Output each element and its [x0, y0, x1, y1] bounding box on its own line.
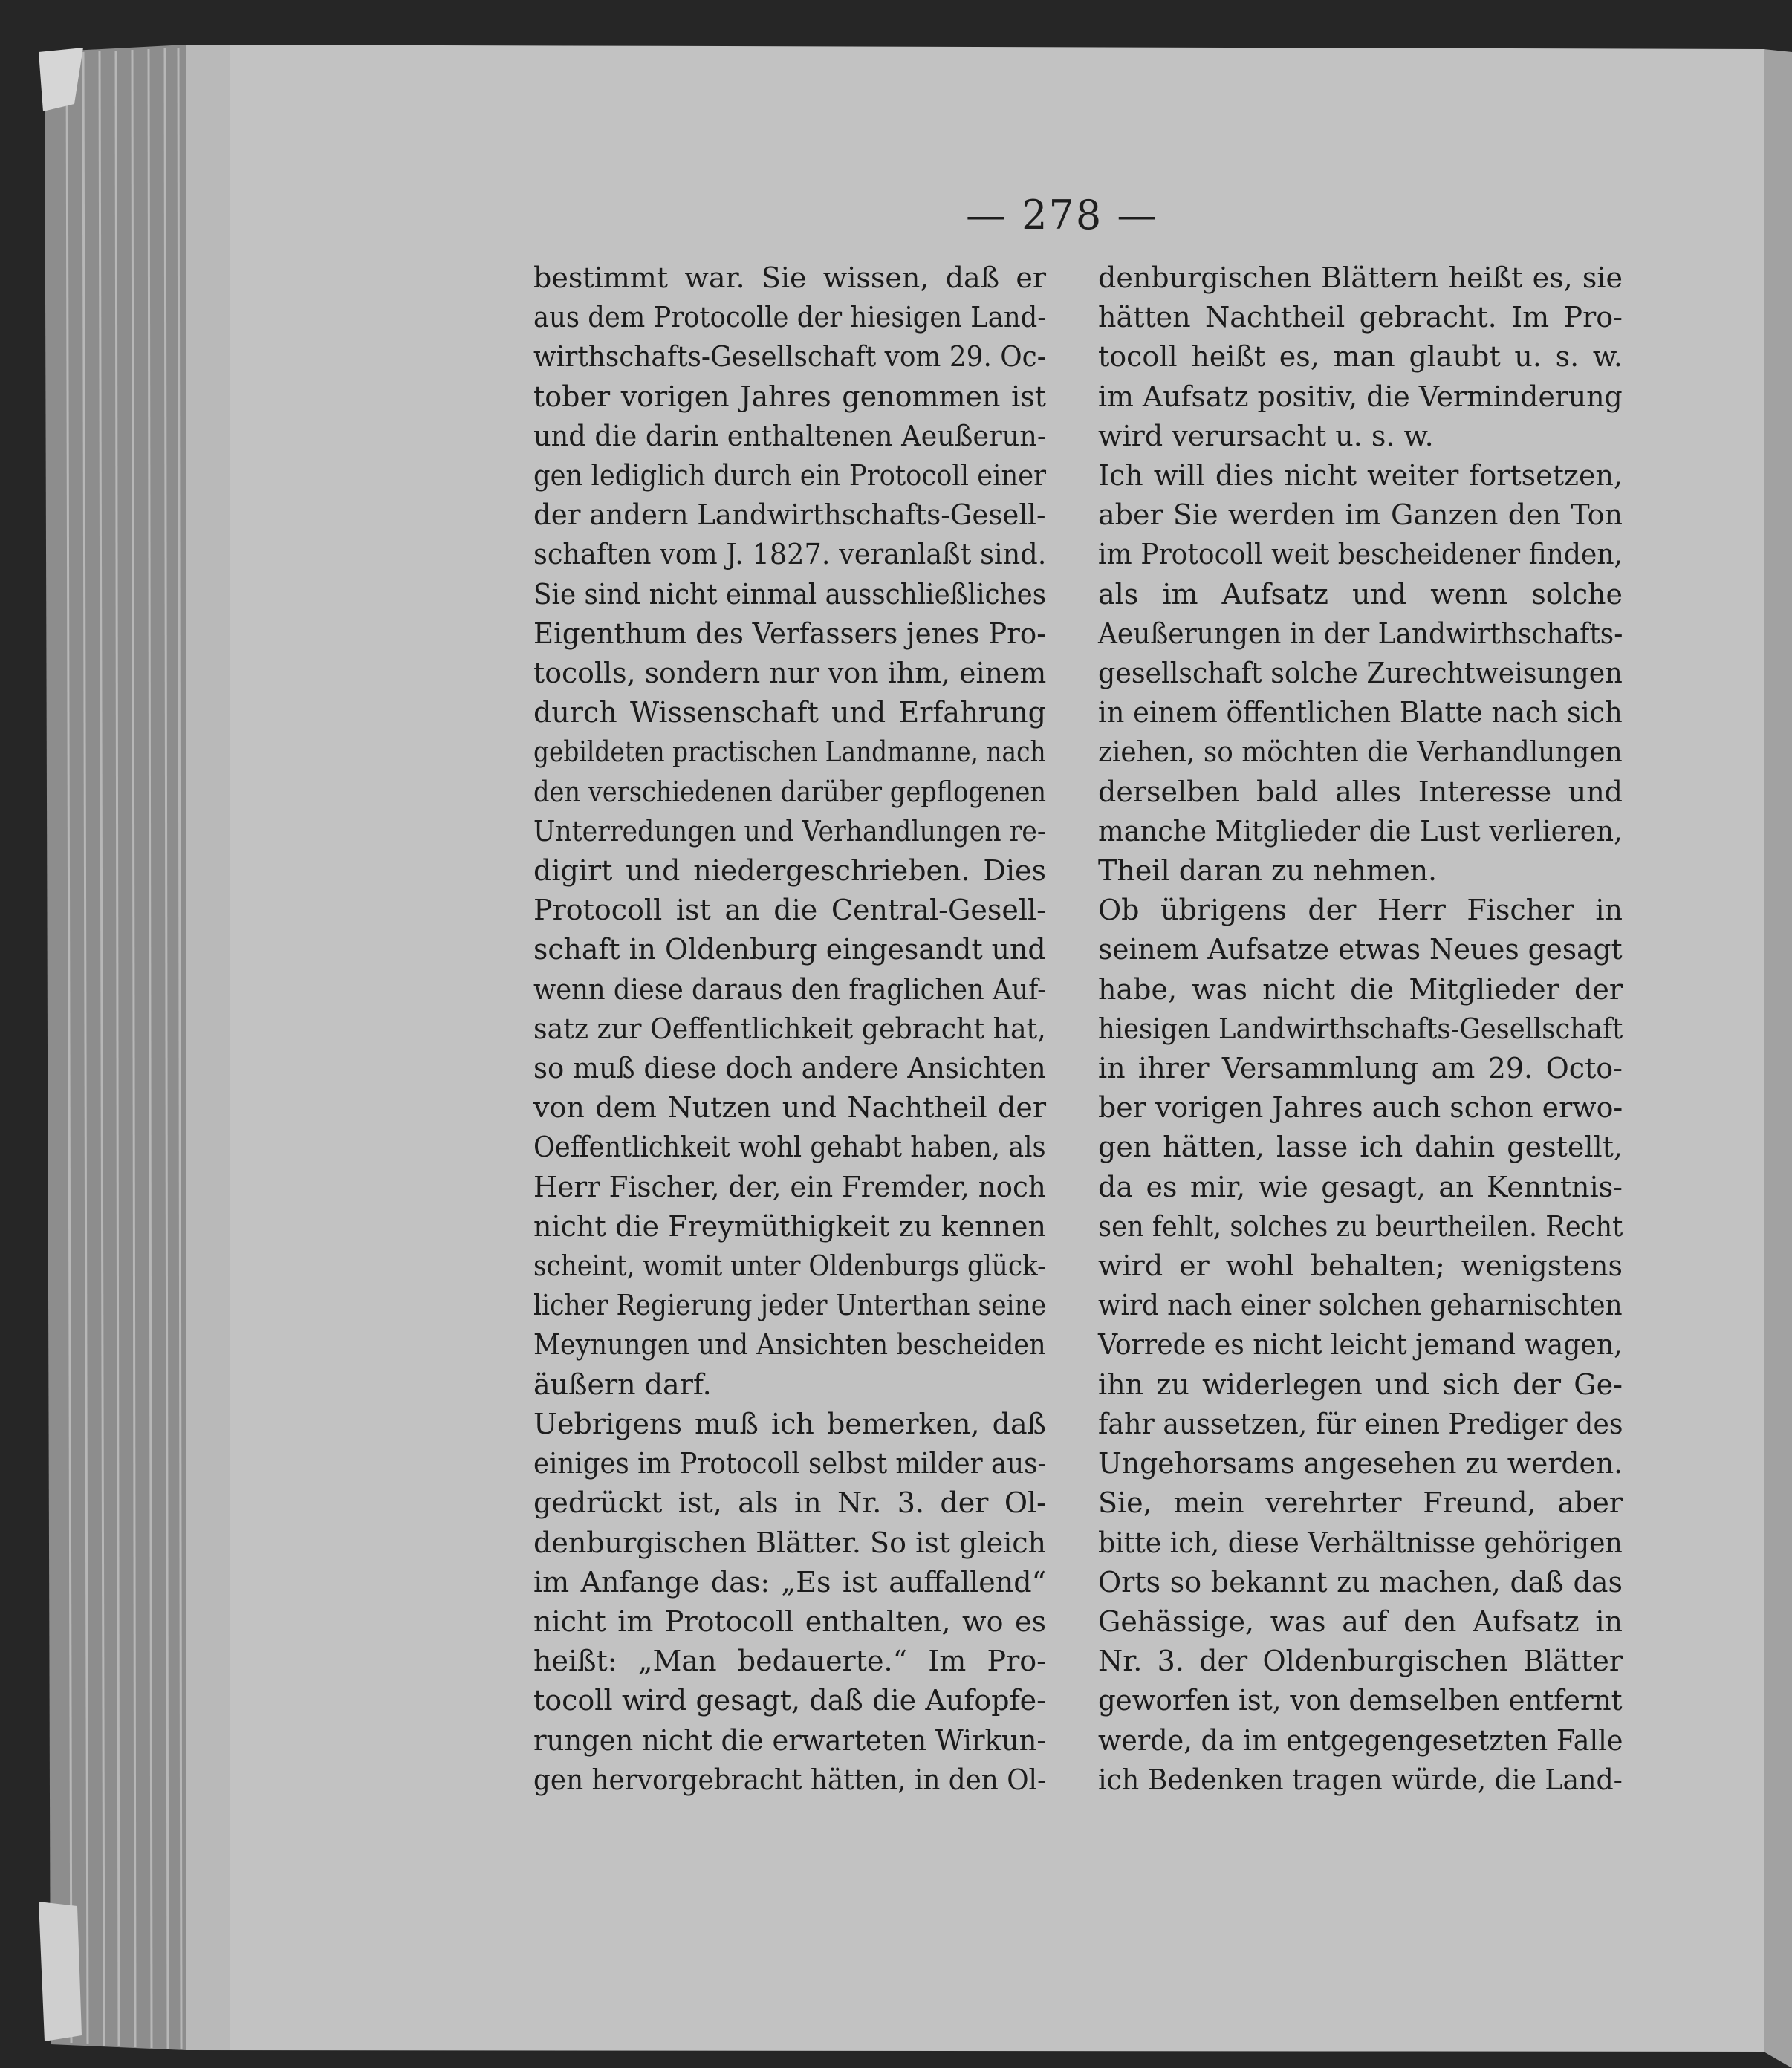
- text-line: schaft in Oldenburg eingesandt und: [533, 933, 1046, 966]
- text-line: tocoll wird gesagt, daß die Aufopfe-: [533, 1684, 1046, 1717]
- left-text-column: [533, 258, 1046, 1800]
- text-line: im Anfange das: „Es ist auffallend“: [533, 1565, 1046, 1599]
- text-line: werde, da im entgegengesetzten Falle: [1098, 1723, 1623, 1757]
- text-line: Protocoll ist an die Central-Gesell-: [533, 894, 1046, 927]
- text-line: bitte ich, diese Verhältnisse gehörigen: [1098, 1526, 1623, 1559]
- text-line: gen hätten, lasse ich dahin gestellt,: [1098, 1131, 1623, 1164]
- text-line: und die darin enthaltenen Aeußerun-: [533, 419, 1047, 452]
- text-line: Eigenthum des Verfassers jenes Pro-: [533, 617, 1046, 650]
- text-line: im Protocoll weit bescheidener finden,: [1098, 538, 1623, 571]
- text-line: da es mir, wie gesagt, an Kenntnis-: [1098, 1170, 1623, 1203]
- text-line: rungen nicht die erwarteten Wirkun-: [533, 1723, 1046, 1757]
- text-line: heißt: „Man bedauerte.“ Im Pro-: [533, 1645, 1046, 1678]
- text-line: Unterredungen und Verhandlungen re-: [533, 814, 1046, 848]
- text-line: manche Mitglieder die Lust verlieren,: [1098, 814, 1623, 848]
- text-line: in ihrer Versammlung am 29. Octo-: [1098, 1052, 1623, 1085]
- text-line: Vorrede es nicht leicht jemand wagen,: [1098, 1328, 1623, 1362]
- text-line: den verschiedenen darüber gepflogenen: [533, 775, 1047, 808]
- text-line: licher Regierung jeder Unterthan seine: [533, 1289, 1047, 1322]
- text-line: digirt und niedergeschrieben. Dies: [533, 854, 1046, 888]
- text-line: Ich will dies nicht weiter fortsetzen,: [1098, 459, 1623, 492]
- text-line: wenn diese daraus den fraglichen Auf-: [533, 972, 1047, 1006]
- text-line: derselben bald alles Interesse und: [1098, 775, 1623, 808]
- text-line: nicht im Protocoll enthalten, wo es: [533, 1604, 1046, 1638]
- text-line: gedrückt ist, als in Nr. 3. der Ol-: [533, 1486, 1046, 1520]
- text-line: in einem öffentlichen Blatte nach sich: [1098, 696, 1623, 729]
- text-line: Ungehorsams angesehen zu werden.: [1098, 1447, 1623, 1480]
- text-line: gen lediglich durch ein Protocoll einer: [533, 459, 1047, 492]
- text-line: tober vorigen Jahres genommen ist: [533, 380, 1046, 413]
- text-line: Uebrigens muß ich bemerken, daß: [533, 1407, 1046, 1440]
- text-line: Aeußerungen in der Landwirthschafts-: [1098, 617, 1623, 650]
- text-line: als im Aufsatz und wenn solche: [1098, 577, 1623, 611]
- text-line: ziehen, so möchten die Verhandlungen: [1098, 735, 1623, 769]
- text-line: wird verursacht u. s. w.: [1098, 419, 1434, 452]
- text-line: ich Bedenken tragen würde, die Land-: [1098, 1763, 1623, 1796]
- text-line: schaften vom J. 1827. veranlaßt sind.: [533, 538, 1047, 571]
- text-line: Sie, mein verehrter Freund, aber: [1098, 1486, 1623, 1520]
- text-line: fahr aussetzen, für einen Prediger des: [1098, 1407, 1623, 1440]
- text-line: Gehässige, was auf den Aufsatz in: [1098, 1604, 1623, 1638]
- text-line: tocoll heißt es, man glaubt u. s. w.: [1098, 340, 1623, 374]
- text-line: gesellschaft solche Zurechtweisungen: [1098, 657, 1623, 690]
- text-line: Theil daran zu nehmen.: [1098, 854, 1438, 888]
- text-line: habe, was nicht die Mitglieder der: [1098, 972, 1623, 1006]
- text-line: Meynungen und Ansichten bescheiden: [533, 1328, 1046, 1362]
- text-line: der andern Landwirthschafts-Gesell-: [533, 498, 1046, 532]
- text-line: hätten Nachtheil gebracht. Im Pro-: [1098, 301, 1623, 334]
- text-line: hiesigen Landwirthschafts-Gesellschaft: [1098, 1012, 1623, 1045]
- text-line: einiges im Protocoll selbst milder aus-: [533, 1447, 1047, 1480]
- text-line: Orts so bekannt zu machen, daß das: [1098, 1565, 1623, 1599]
- text-line: von dem Nutzen und Nachtheil der: [533, 1091, 1046, 1125]
- text-line: aus dem Protocolle der hiesigen Land-: [533, 301, 1047, 334]
- right-text-column: [1098, 258, 1623, 1800]
- text-line: satz zur Oeffentlichkeit gebracht hat,: [533, 1012, 1046, 1045]
- text-line: nicht die Freymüthigkeit zu kennen: [533, 1209, 1046, 1243]
- text-line: sen fehlt, solches zu beurtheilen. Recht: [1098, 1209, 1623, 1243]
- text-line: wird er wohl behalten; wenigstens: [1098, 1249, 1623, 1283]
- right-page-edge: [1764, 49, 1792, 2068]
- text-line: seinem Aufsatze etwas Neues gesagt: [1098, 933, 1623, 966]
- text-line: gebildeten practischen Landmanne, nach: [533, 735, 1046, 769]
- text-line: ber vorigen Jahres auch schon erwo-: [1098, 1091, 1623, 1125]
- text-line: aber Sie werden im Ganzen den Ton: [1098, 498, 1623, 532]
- text-line: äußern darf.: [533, 1368, 712, 1401]
- text-line: ihn zu widerlegen und sich der Ge-: [1098, 1368, 1623, 1401]
- text-line: denburgischen Blätter. So ist gleich: [533, 1526, 1046, 1559]
- text-line: gen hervorgebracht hätten, in den Ol-: [533, 1763, 1047, 1796]
- text-line: so muß diese doch andere Ansichten: [533, 1052, 1046, 1085]
- text-line: Nr. 3. der Oldenburgischen Blätter: [1098, 1645, 1623, 1678]
- text-line: denburgischen Blättern heißt es, sie: [1098, 261, 1623, 294]
- text-line: tocolls, sondern nur von ihm, einem: [533, 657, 1047, 690]
- text-line: durch Wissenschaft und Erfahrung: [533, 696, 1046, 729]
- text-line: Sie sind nicht einmal ausschließliches: [533, 577, 1047, 611]
- text-line: wirthschafts-Gesellschaft vom 29. Oc-: [533, 340, 1046, 374]
- text-line: Oeffentlichkeit wohl gehabt haben, als: [533, 1131, 1046, 1164]
- text-line: Herr Fischer, der, ein Fremder, noch: [533, 1170, 1046, 1203]
- text-line: Ob übrigens der Herr Fischer in: [1098, 894, 1623, 927]
- text-line: geworfen ist, von demselben entfernt: [1098, 1684, 1623, 1717]
- text-line: wird nach einer solchen geharnischten: [1098, 1289, 1623, 1322]
- text-line: scheint, womit unter Oldenburgs glück-: [533, 1249, 1046, 1283]
- text-line: bestimmt war. Sie wissen, daß er: [533, 261, 1046, 294]
- text-line: im Aufsatz positiv, die Verminderung: [1098, 380, 1623, 413]
- page-number: — 278 —: [966, 192, 1159, 238]
